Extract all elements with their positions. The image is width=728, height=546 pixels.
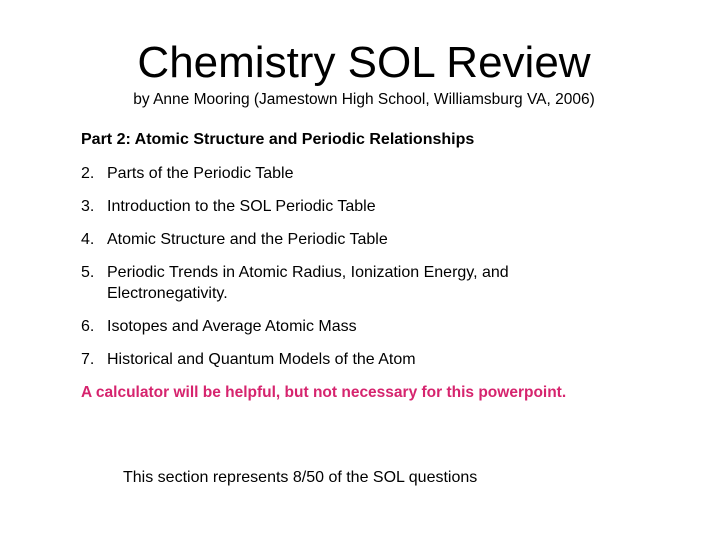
list-item [81,349,681,370]
list-item-text: Parts of the Periodic Table [107,165,294,182]
list-item [81,316,681,337]
list-item-text: Atomic Structure and the Periodic Table [107,231,388,248]
list-item-number: 2. [81,165,95,182]
list-item-text: Isotopes and Average Atomic Mass [107,318,357,335]
calculator-note: A calculator will be helpful, but not necessary for this powerpoint. [81,384,567,401]
list-item-number: 4. [81,231,95,248]
list-item [81,262,607,304]
topic-list [81,163,681,382]
section-heading: Part 2: Atomic Structure and Periodic Relationships [81,131,475,148]
list-item [81,196,681,217]
list-item [81,229,681,250]
list-item-number: 5. [81,264,95,281]
list-item-text: Periodic Trends in Atomic Radius, Ionization Energy, and Electronegativity. [107,264,509,302]
list-item-text: Introduction to the SOL Periodic Table [107,198,376,215]
slide-title: Chemistry SOL Review [137,38,591,87]
list-item-number: 7. [81,351,95,368]
list-item [81,163,681,184]
list-item-text: Historical and Quantum Models of the Atom [107,351,416,368]
list-item-number: 3. [81,198,95,215]
list-item-number: 6. [81,318,95,335]
footer-text: This section represents 8/50 of the SOL questions [123,469,478,486]
author-byline: by Anne Mooring (Jamestown High School, Williamsburg VA, 2006) [133,91,595,108]
